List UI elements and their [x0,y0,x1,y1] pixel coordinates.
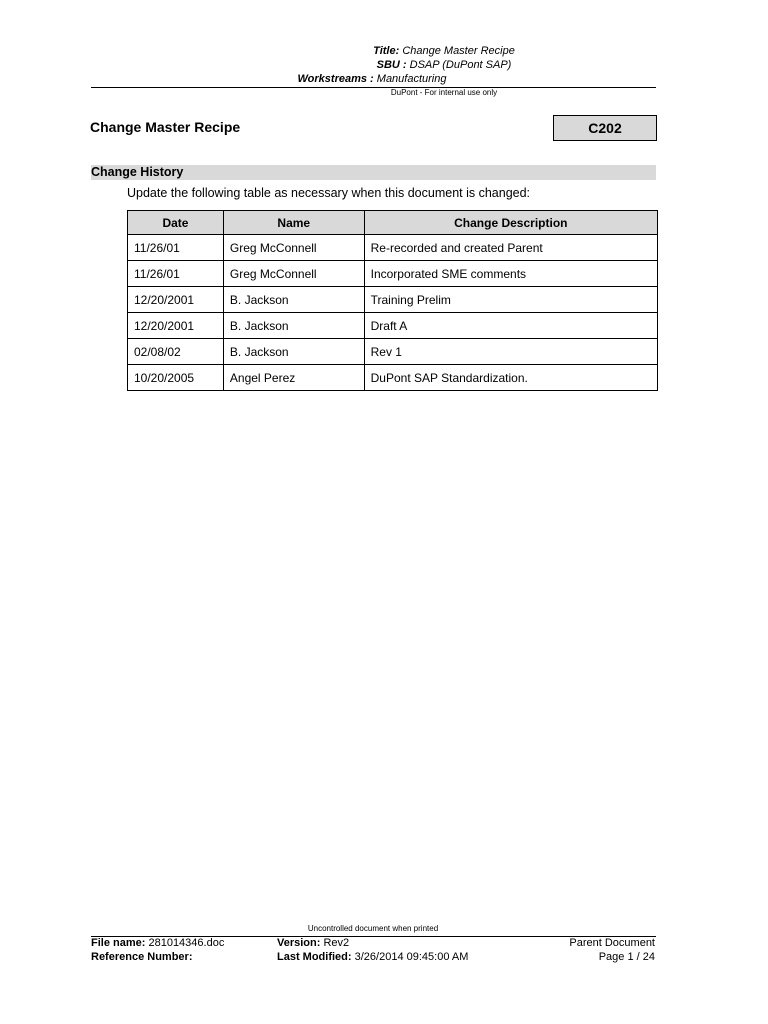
last-modified-value: 3/26/2014 09:45:00 AM [354,951,469,963]
header-title-value: Change Master Recipe [402,45,515,57]
table-row [128,287,658,313]
cell-change-description: Re-recorded and created Parent [364,235,657,261]
uncontrolled-document-note: Uncontrolled document when printed [307,924,439,933]
header-sbu-value: DSAP (DuPont SAP) [409,59,512,71]
footer-reference-number [91,951,192,963]
parent-document-label: Parent Document [569,937,655,949]
cell-date: 12/20/2001 [128,287,224,313]
header-title-label: Title: [373,45,400,57]
footer-version [277,937,349,949]
table-row [128,365,658,391]
change-history-heading: Change History [91,165,184,179]
document-title: Change Master Recipe [90,119,241,135]
file-name-value: 281014346.doc [148,937,225,949]
change-history-section-bar [91,165,656,180]
column-header-name: Name [223,211,364,235]
version-label: Version: [277,937,321,949]
change-history-table [127,210,658,391]
cell-change-description: DuPont SAP Standardization. [364,365,657,391]
cell-date: 02/08/02 [128,339,224,365]
header-workstreams-label: Workstreams : [297,73,374,85]
header-workstreams-line [0,73,756,85]
internal-use-note: DuPont - For internal use only [390,88,498,97]
header-workstreams-value: Manufacturing [376,73,447,85]
header-sbu-line [60,59,768,71]
page-number: Page 1 / 24 [598,951,655,963]
file-name-label: File name: [91,937,146,949]
footer-last-modified [277,951,468,963]
reference-number-label: Reference Number: [91,951,193,963]
table-row [128,339,658,365]
table-row [128,235,658,261]
cell-name: Greg McConnell [223,261,364,287]
cell-date: 11/26/01 [128,261,224,287]
cell-name: B. Jackson [223,339,364,365]
change-history-instructions: Update the following table as necessary when this document is changed: [127,186,531,200]
cell-name: Greg McConnell [223,235,364,261]
header-title-line [60,45,768,57]
cell-name: B. Jackson [223,313,364,339]
column-header-change-description: Change Description [364,211,657,235]
document-code-box: C202 [553,115,657,141]
cell-name: Angel Perez [223,365,364,391]
table-header-row [128,211,658,235]
table-row [128,261,658,287]
table-row [128,313,658,339]
cell-date: 10/20/2005 [128,365,224,391]
cell-change-description: Draft A [364,313,657,339]
cell-name: B. Jackson [223,287,364,313]
cell-change-description: Incorporated SME comments [364,261,657,287]
cell-date: 12/20/2001 [128,313,224,339]
cell-date: 11/26/01 [128,235,224,261]
cell-change-description: Training Prelim [364,287,657,313]
version-value: Rev2 [323,937,350,949]
cell-change-description: Rev 1 [364,339,657,365]
last-modified-label: Last Modified: [277,951,352,963]
column-header-date: Date [128,211,224,235]
header-sbu-label: SBU : [376,59,407,71]
footer-file-name [91,937,224,949]
